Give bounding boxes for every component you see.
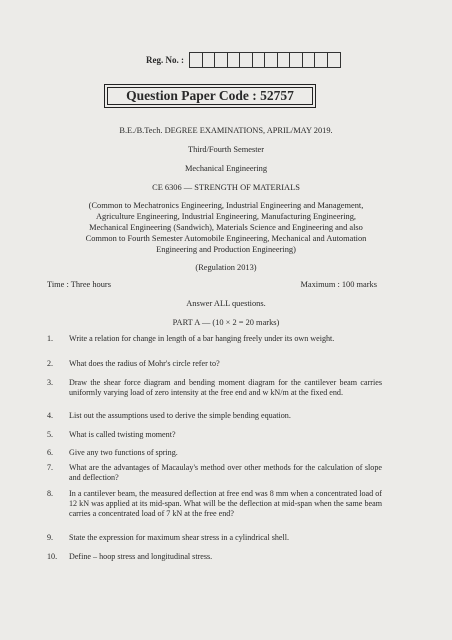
question-number: 3. (47, 378, 54, 387)
instruction: Answer ALL questions. (186, 299, 266, 308)
reg-no-box (240, 53, 253, 67)
reg-no-box (228, 53, 241, 67)
time-label: Time : Three hours (47, 280, 111, 289)
reg-no-boxes (189, 52, 341, 68)
common-line: Engineering and Production Engineering) (156, 245, 296, 254)
common-line: Common to Fourth Semester Automobile Engineering, Mechanical and Automation (85, 234, 367, 243)
part-heading: PART A — (10 × 2 = 20 marks) (172, 318, 280, 327)
question-text: What is called twisting moment? (69, 430, 176, 439)
question-number: 2. (47, 359, 54, 368)
reg-no-box (265, 53, 278, 67)
question-number: 6. (47, 448, 54, 457)
question-number: 5. (47, 430, 54, 439)
semester: Third/Fourth Semester (187, 145, 265, 154)
question-number: 9. (47, 533, 54, 542)
question-item (47, 489, 382, 518)
reg-no-box (190, 53, 203, 67)
question-item (47, 334, 382, 344)
reg-no-box (328, 53, 341, 67)
question-number: 7. (47, 463, 54, 472)
question-text: State the expression for maximum shear stress in a cylindrical shell. (69, 533, 290, 542)
regulation: (Regulation 2013) (195, 263, 257, 272)
question-item (47, 448, 382, 458)
question-paper-code-box (104, 84, 316, 108)
question-paper-code: Question Paper Code : 52757 (107, 87, 313, 105)
common-line: (Common to Mechatronics Engineering, Industrial Engineering and Management, (88, 201, 364, 210)
common-line: Mechanical Engineering (Sandwich), Materials Science and Engineering and also (89, 223, 363, 232)
question-item (47, 378, 382, 398)
question-item (47, 552, 382, 562)
question-item (47, 411, 382, 421)
common-line: Agriculture Engineering, Industrial Engineering, Manufacturing Engineering, (95, 212, 356, 221)
department: Mechanical Engineering (184, 164, 268, 173)
subject: CE 6306 — STRENGTH OF MATERIALS (152, 183, 300, 192)
question-number: 10. (47, 552, 58, 561)
reg-no-box (253, 53, 266, 67)
question-number: 8. (47, 489, 54, 498)
question-text: In a cantilever beam, the measured deflection at free end was 8 mm when a concentrated load of 12 kN was applied at its mid-span. What will be the deflection at mid-span when the same beam carries a concentrated load of 7 kN at the free end? (69, 489, 382, 518)
question-text: Write a relation for change in length of a bar hanging freely under its own weight. (69, 334, 335, 343)
reg-no-box (315, 53, 328, 67)
reg-no-label: Reg. No. : (146, 55, 184, 65)
question-text: Give any two functions of spring. (69, 448, 178, 457)
question-text: What does the radius of Mohr's circle refer to? (69, 359, 220, 368)
question-text: Draw the shear force diagram and bending moment diagram for the cantilever beam carries uniformly varying load of zero intensity at the free end and w kN/m at the fixed end. (69, 378, 382, 397)
question-number: 1. (47, 334, 54, 343)
reg-no-box (290, 53, 303, 67)
question-item (47, 430, 382, 440)
question-text: Define – hoop stress and longitudinal stress. (69, 552, 213, 561)
max-marks-label: Maximum : 100 marks (300, 280, 377, 289)
reg-no-box (303, 53, 316, 67)
question-number: 4. (47, 411, 54, 420)
question-item (47, 463, 382, 483)
question-item (47, 533, 382, 543)
exam-title: B.E./B.Tech. DEGREE EXAMINATIONS, APRIL/MAY 2019. (119, 126, 333, 135)
time-marks-row (47, 280, 377, 289)
reg-no-field (146, 52, 341, 68)
reg-no-box (203, 53, 216, 67)
question-item (47, 359, 382, 369)
reg-no-box (278, 53, 291, 67)
reg-no-box (215, 53, 228, 67)
question-text: What are the advantages of Macaulay's method over other methods for the calculation of slope and deflection? (69, 463, 382, 482)
question-text: List out the assumptions used to derive the simple bending equation. (69, 411, 291, 420)
